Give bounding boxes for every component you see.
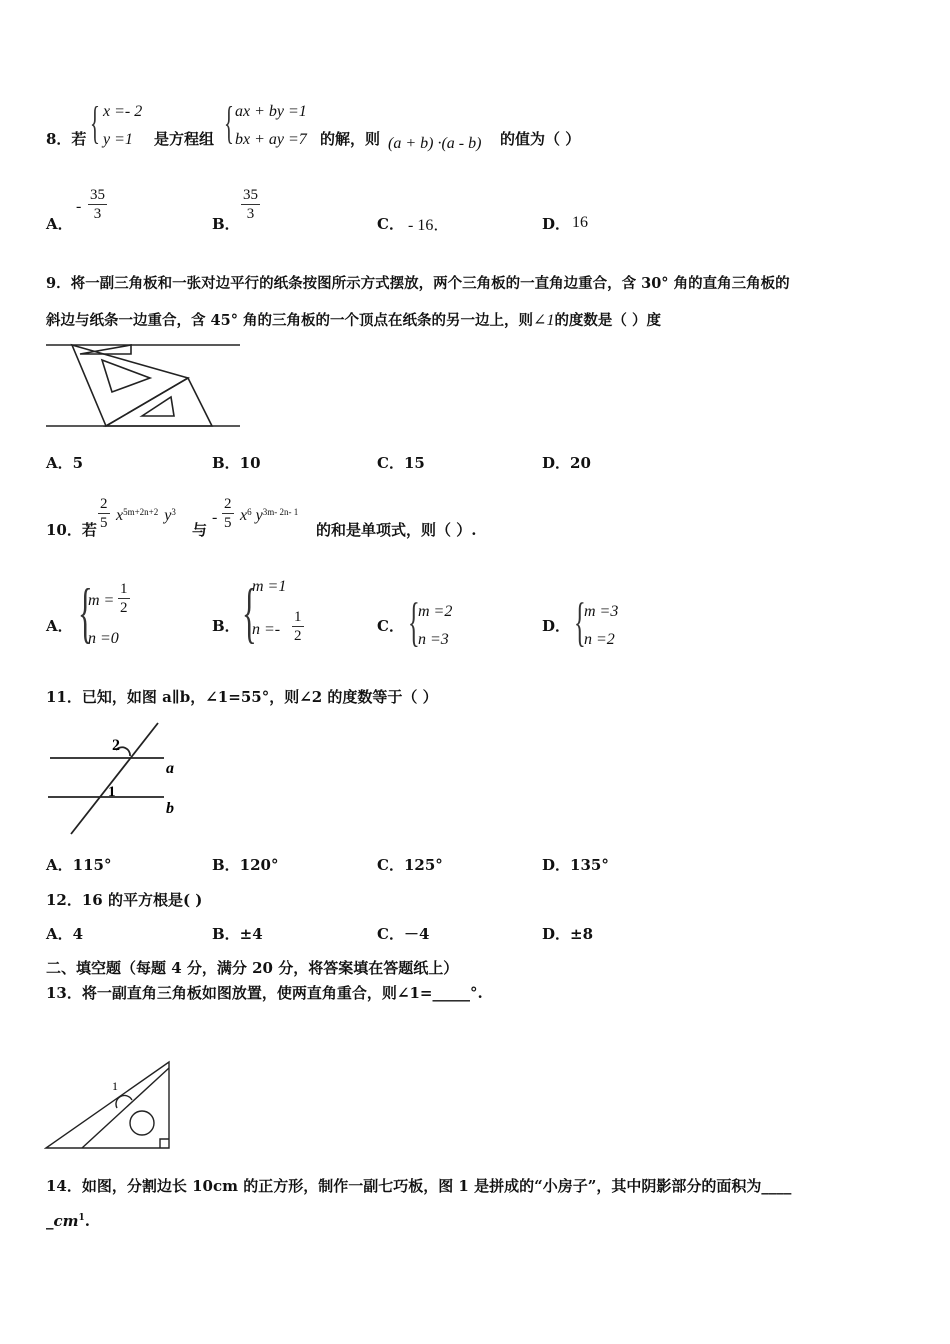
q10-t1-y: y — [164, 507, 172, 524]
q14-line2-sup: 1 — [78, 1213, 85, 1223]
q13-circle-hole — [130, 1111, 154, 1135]
q11-label-b: b — [166, 800, 174, 817]
q8-number: 8．若 — [46, 130, 87, 148]
q10-option-a-label: A． — [46, 617, 73, 635]
q8-option-b-fraction — [241, 186, 260, 223]
q13-angle1-arc — [116, 1096, 132, 1109]
q13-triangle-small-hypotenuse — [82, 1068, 169, 1148]
q8-text-tail1: 的解，则 — [320, 130, 381, 148]
q8-option-c-label: C． — [377, 215, 404, 233]
q8-b-den: 3 — [246, 206, 255, 222]
q9-line1: 9．将一副三角板和一张对边平行的纸条按图所示方式摆放，两个三角板的一直角边重合，含 30° 角的直角三角板的 — [46, 275, 790, 292]
q10-option-b-label: B． — [212, 617, 240, 635]
q8-system2-line1: ax + by =1 — [235, 103, 307, 120]
q8-text-mid: 是方程组 — [154, 130, 215, 148]
q10-b-den: 2 — [294, 628, 302, 644]
q10-t2-yexp: 3m- 2n- 1 — [262, 507, 299, 517]
q10-c-brace: { — [408, 592, 420, 652]
q14-line2-end: . — [84, 1212, 91, 1230]
q11-label-1: 1 — [108, 784, 116, 800]
q10-b-fraction — [292, 608, 304, 645]
q12-option-c: C．－4 — [377, 925, 430, 943]
q11-option-d: D．135° — [542, 856, 609, 874]
q11-option-c: C．125° — [377, 856, 443, 874]
q8-brace-1: { — [90, 97, 100, 148]
q14-line1: 14．如图，分割边长 10cm 的正方形，制作一副七巧板，图 1 是拼成的“小房子”，其中阴影部分的面积为____ — [46, 1177, 792, 1195]
q10-a-fraction — [118, 580, 130, 617]
q8-option-a-label: A． — [46, 215, 73, 233]
q10-b-line1: m =1 — [252, 578, 287, 595]
q13-right-angle-mark — [160, 1139, 169, 1148]
q12-option-b: B．±4 — [212, 925, 263, 943]
q8-b-num: 35 — [243, 187, 258, 203]
q13-label-1: 1 — [112, 1079, 118, 1093]
q8-a-num: 35 — [90, 187, 105, 203]
q8-option-a-fraction — [88, 186, 107, 223]
q10-with: 与 — [192, 521, 208, 539]
q10-d-brace: { — [574, 592, 586, 652]
q9-figure — [46, 340, 242, 430]
q8-text-tail2: 的值为（ ） — [500, 130, 581, 148]
q10-c-line2: n =3 — [418, 631, 449, 648]
q11-label-2: 2 — [112, 737, 120, 754]
q10-a-num: 1 — [120, 581, 128, 597]
q10-tail: 的和是单项式，则（ ）. — [316, 521, 477, 539]
q10-a-den: 2 — [120, 600, 128, 616]
q9-line2-a: 斜边与纸条一边重合，含 45° 角的三角板的一个顶点在纸条的另一边上，则 — [46, 312, 534, 329]
q10-t2-num: 2 — [224, 496, 232, 512]
q10-d-line2: n =2 — [584, 631, 615, 648]
q10-number: 10．若 — [46, 521, 97, 539]
q9-line2 — [46, 309, 661, 330]
q10-d-line1: m =3 — [584, 603, 619, 620]
q8-option-d-value: 16 — [572, 214, 588, 231]
q10-option-d-label: D． — [542, 617, 571, 635]
q10-term1-coef — [98, 495, 110, 532]
q10-term1-var — [116, 507, 176, 525]
q10-t1-xexp: 5m+2n+2 — [123, 507, 159, 517]
q10-a-line2: n =0 — [88, 630, 119, 647]
q10-t2-y: y — [255, 507, 263, 524]
q10-b-brace: { — [242, 574, 257, 650]
q10-a-brace: { — [78, 574, 93, 650]
q8-brace-2: { — [224, 97, 234, 148]
q9-option-c: C．15 — [377, 454, 425, 472]
q11-text: 11．已知，如图 a∥b，∠1=55°，则∠2 的度数等于（ ） — [46, 688, 438, 706]
q11-option-b: B．120° — [212, 856, 279, 874]
q10-a-line1: m = — [88, 592, 115, 609]
q8-option-d-label: D． — [542, 215, 571, 233]
q8-expression: (a + b) ·(a - b) — [388, 135, 482, 152]
q10-t2-x: x — [240, 507, 248, 524]
q10-option-c-label: C． — [377, 617, 404, 635]
q9-triangle-45-hole — [142, 397, 174, 416]
q10-term2-var — [240, 507, 298, 525]
q8-option-c-value: - 16． — [408, 217, 450, 234]
q11-figure — [46, 720, 186, 840]
q10-b-num: 1 — [294, 609, 302, 625]
q10-term2-coef — [222, 495, 234, 532]
q11-label-a: a — [166, 760, 174, 777]
q9-option-d: D．20 — [542, 454, 591, 472]
q10-t2-den: 5 — [224, 515, 232, 531]
q8-option-a-sign: - — [76, 198, 82, 215]
q8-system1-line2: y =1 — [103, 131, 133, 148]
q13-text: 13．将一副直角三角板如图放置，使两直角重合，则∠1=_____°. — [46, 984, 483, 1002]
q12-text: 12．16 的平方根是( ) — [46, 891, 203, 909]
q10-c-line1: m =2 — [418, 603, 453, 620]
q13-figure — [44, 1058, 174, 1153]
q9-option-a: A．5 — [46, 454, 84, 472]
q13-triangle-large — [46, 1062, 169, 1148]
q10-t1-den: 5 — [100, 515, 108, 531]
q11-option-a: A．115° — [46, 856, 112, 874]
q12-option-d: D．±8 — [542, 925, 594, 943]
q10-t1-x: x — [116, 507, 124, 524]
q10-t1-num: 2 — [100, 496, 108, 512]
section-heading: 二、填空题（每题 4 分，满分 20 分，将答案填在答题纸上） — [46, 959, 459, 977]
q9-angle: ∠1 — [533, 312, 555, 329]
q8-system2-line2: bx + ay =7 — [235, 131, 307, 148]
q10-b-line2: n =- — [252, 621, 281, 638]
q8-a-den: 3 — [93, 206, 102, 222]
q14-line2-unit: _cm — [46, 1212, 79, 1230]
q10-t1-yexp: 3 — [171, 507, 176, 517]
q9-triangle-45 — [106, 378, 212, 426]
q14-line2 — [46, 1212, 90, 1230]
q9-line2-b: 的度数是（ ）度 — [554, 312, 661, 329]
q8-system1-line1: x =- 2 — [103, 103, 143, 120]
q9-option-b: B．10 — [212, 454, 261, 472]
q12-option-a: A．4 — [46, 925, 84, 943]
q8-option-b-label: B． — [212, 215, 240, 233]
q10-term2-sign: - — [212, 509, 218, 526]
q10-t2-xexp: 6 — [247, 507, 252, 517]
